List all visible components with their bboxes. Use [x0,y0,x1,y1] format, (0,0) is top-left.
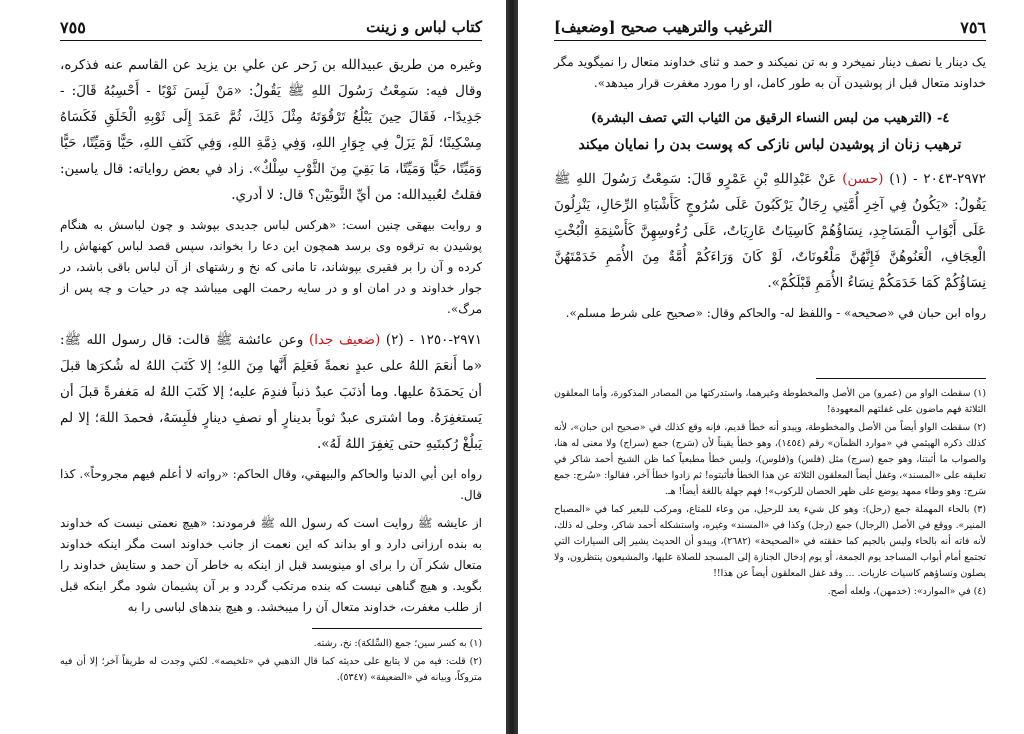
left-paragraph-5: از عایشه ﷺ روایت است که رسول الله ﷺ فرمودند: «هیچ نعمتی نیست که خداوند به بنده ارزانی دارد و او بداند که این نعمت از جانب خداوند است مگر اینکه خداوند متعال شکر آن را برای او مینویسد قبل از اینکه به خاطر آن حمد و ستایش خداوند را بگوید. و هیچ گناهی نیست که بنده مرتکب گردد و بر آن پشیمان شود مگر اینکه قبل از طلب مغفرت، خداوند متعال آن را میبخشد. و هیچ بندهای لباسی را به [60,516,482,614]
right-page-body [554,52,986,331]
right-footnotes [554,386,986,602]
left-page-number: ٧٥٥ [60,17,86,37]
left-page [0,0,506,734]
section-heading-persian: ترهیب زنان از پوشیدن لباس نازکی که پوست بدن را نمایان میکند [578,137,962,153]
left-paragraph-1: وغیره من طریق عبیدالله بن زَحر عن علي بن یزید عن القاسم عنه فذکره، وقال فیه: سَمِعْتُ رَسُولَ اللهِ ﷺ یَقُولُ: «مَنْ لَبِسَ ثَوْبًا - أَحْسِبُهُ قَالَ: - جَدِیدًا-، فَقَالَ حِینَ یَبْلُغُ تَرْقُوَتَهُ مِثْلَ ذَلِكَ، ثُمَّ عَمَدَ إِلَی ثَوْبِهِ الْخَلَقِ فَكَسَاهُ مِسْكِینًا؛ لَمْ یَزَلْ فِي جِوَارِ اللهِ، وَفِي ذِمَّةِ اللهِ، وَفِي كَنَفِ اللهِ، حَیًّا وَمَیِّتًا، حَیًّا وَمَیِّتًا، حَیًّا وَمَیِّتًا، مَا بَقِيَ مِنَ الثَّوْبِ سِلْكٌ». زاد في بعض روایاته: قال یاسین: فقلتُ لعُبیدالله: من أيِّ الثَّوبَیْن؟ قال: لا أدري. [60,57,482,203]
right-footnote-3: (٣) بالحاء المهملة جمع (رحل): وهو کل شيء یعد للرحیل، من وعاء للمتاع، ومرکب للبعیر کما في «المصباح المنیر». ووقع في الأصل (الرجال) جمع (رجل) وکذا في «المسند» وغیره، واستشکله أحمد شاکر، وحلی له ذلك، لأنه فاته أنه بالحاء ولیس بالجیم کما حققته في «الصحیحة» (٢٦٨٢)، ویبدو أن الحدیث یشیر إلی السیارات التي تجتمع أمام أبواب المساجد یوم الجمعة، أو یوم إدخال الجنازة إلی المسجد للصلاة علیها، والمشیعون ینتظرون، ولا یصلون ونساؤهم کاسیات عاریات. ... وقد غفل المعلقون أیضاً عن هذا!! [554,504,986,579]
left-footnotes [60,636,482,688]
section-heading-arabic: ٤- (الترهیب من لبس النساء الرقیق من الثیاب التي تصف البشرة) [590,111,950,126]
left-footnote-1: (١) به کسر سین؛ جمع (السِّلکة): نخ، رشته. [313,638,482,649]
right-source-line: رواه ابن حبان في «صحیحه» - واللفظ له- والحاکم وقال: «صحیح علی شرط مسلم». [565,306,986,320]
left-page-title: کتاب لباس و زینت [366,18,482,36]
right-page-header [554,14,986,41]
left-paragraph-4: رواه ابن أبي الدنیا والحاكم والبیهقي، وقال الحاكم: «رواته لا أعلم فیهم مجروحاً». كذا قال. [60,467,482,502]
left-page-header [60,14,482,41]
right-page-title: الترغیب والترهیب صحیح [وضعیف] [554,18,773,36]
right-footnote-4: (٤) في «الموارد»: (خدمهن)، ولعله أصح. [827,586,986,597]
right-footnote-1: (١) سقطت الواو من (عمرو) من الأصل والمخطوطة وغیرهما، واستدرکتها من المصادر المذکورة، وأما المعلقون الثلاثة فهم ماضون علی غفلتهم المعهودة! [554,388,986,415]
hadith-grade: (ضعیف جدا) [308,332,381,348]
right-hadith-paragraph: ٢٩٧٢-٢٠٤٣ - (١) (حسن) عَنْ عَبْدِاللهِ بْنِ عَمْرٍو قَالَ: سَمِعْتُ رَسُولَ اللهِ ﷺ یَقُولُ: «یَكُونُ فِي آخِرِ أُمَّتِي رِجَالٌ یَرْكَبُونَ عَلَی سُرُوجٍ كَأَشْبَاهِ الرِّحَالِ، یَنْزِلُونَ عَلَی أَبْوَابِ الْمَسَاجِدِ، نِسَاؤُهُمْ كَاسِیَاتٌ عَارِیَاتٌ، عَلَی رُءُوسِهِنَّ كَأَسْنِمَةِ الْبُخْتِ الْعِجَافِ، الْعَنُوهُنَّ فَإِنَّهُنَّ مَلْعُونَاتٌ، لَوْ كَانَ وَرَاءَكُمْ أُمَّةٌ مِنَ الأُمَمِ خَدَمْتَهُنَّ نِسَاؤُكُمْ كَمَا خَدَمَكُمْ نِسَاءُ الأُمَمِ قَبْلَكُمْ». [554,171,986,291]
hadith-grade: (حسن) [842,171,884,187]
left-footnote-rule [312,628,482,629]
left-paragraph-2: و روایت بیهقی چنین است: «هرکس لباس جدیدی بپوشد و چون لباسش به هنگام پوشیدن به ترقوه وی برسد همچون این دعا را بخواند، سپس قصد لباس کهنهاش را کرده و آن را بر فقیری بپوشاند، تا مانی که نخ و رشتهای از آن لباس باقی باشد، در جوار خداوند و در امان او و در سایه رحمت الهی میباشد چه در حیات و چه پس از مرگ». [60,218,482,316]
right-paragraph-1: یک دینار یا نصف دینار نمیخرد و به تن نمیکند و حمد و ثنای خداوند متعال را نمیگوید مگر خداوند متعال قبل از پوشیدن آن به طور کامل، او را مورد مغفرت قرار میدهد». [554,55,986,90]
right-footnote-rule [816,378,986,379]
book-spine-gutter [506,0,518,734]
left-paragraph-3: ٢٩٧١-١٢٥٠ - (٢) (ضعیف جدا) وعن عائشة ﷺ قالت: قال رسول الله ﷺ: «ما أَنعَمَ اللهُ علی عبدٍ نعمةً فَعَلِمَ أَنَّها مِنَ اللهِ؛ إلا كَتَبَ اللهُ له شُكرَها قبلَ أن یَحمَدَهُ علیها. وما أذنَبَ عبدٌ ذنباً فندِمَ علیه؛ إلا كَتَبَ اللهُ له مَغفرةً قبلَ أن یَستغفِرَهُ. وما اشتری عبدٌ ثوباً بدینارٍ أو نصفِ دینارٍ فلَبِسَهُ، فحمدَ اللهَ؛ إلا لم یَبلُغْ رُكبتَیهِ حتی یَغفِرَ اللهُ لَهُ». [60,332,482,452]
right-footnote-2: (٢) سقطت الواو أیضاً من الأصل والمخطوطة، ویبدو أنه خطأ قدیم، فإنه وقع کذلك في «صحیح ابن حبان»، لأنه كذلك ذکره الهیثمي في «موارد الظمآن» رقم (١٤٥٤)، وهو خطأ یقیناً لأن (سَرج) جمع (سراج) ولا معنی له هنا، والصواب ما أثبتنا، وهو جمع (سرج) مثل (فلس) و(فلوس)، ولیس خطأ مطبعیاً کما ظن الشیخ أحمد شاکر في تعلیقه علی «المسند»، وغفل أیضاً المعلقون الثلاثة عن هذا الخطأ فأثبتوه! ثم زادوا خطأ آخر، فقالوا: «سُرج: جمع سَرج: وهو وطاء ممهد یوضع علی ظهر الحصان للركوب»! فهم جهلة باللغة أیضاً! هـ. [554,422,986,497]
left-footnote-2: (٢) قلت: فیه من لا یتابع علی حدیثه کما قال الذهبي في «تلخیصه». لکني وجدت له طریقاً آخر؛ إلا أن فیه متروكاً، وبیانه في «الضعیفة» (٥٣٤٧). [60,656,482,683]
left-page-body [60,52,482,625]
right-page-number: ٧٥٦ [960,17,986,37]
right-page [518,0,1024,734]
